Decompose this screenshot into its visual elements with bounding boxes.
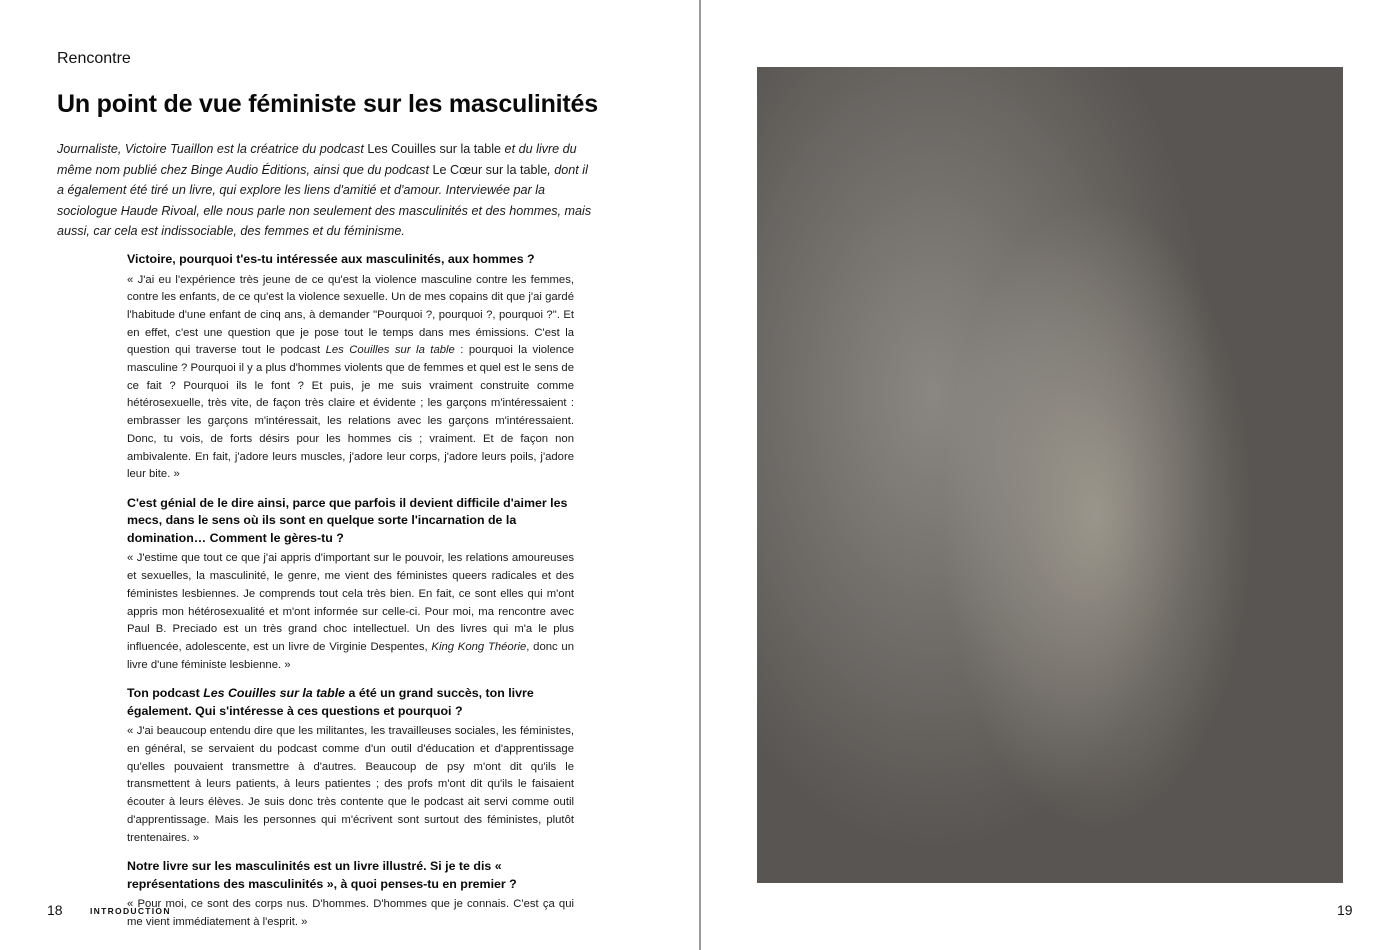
book-spine — [699, 0, 701, 950]
interview-question: Victoire, pourquoi t'es-tu intéressée aux masculinités, aux hommes ? — [127, 252, 535, 266]
answer-text: : pourquoi la violence masculine ? Pourquoi il y a plus d'hommes violents que de femmes et quel est le sens de ce fait ? Pourquoi ils le font ? Et puis, je me suis vraiment construite comme hétérosexuelle, très vite, de façon très claire et évidente ; les garçons m'intéressaient : embrasser les garçons m'intéressait, les relations avec les garçons m'intéressaient. Donc, tu vois, de forts désirs pour les hommes cis ; vraiment. Et de façon non ambivalente. En fait, j'adore leurs muscles, j'adore leur corps, j'adore leurs poils, j'adore leur bite. » — [127, 344, 575, 481]
black-and-white-photograph — [757, 67, 1343, 883]
intro-text: Journaliste, Victoire Tuaillon est la créatrice du podcast — [57, 142, 368, 156]
section-kicker: Rencontre — [57, 50, 131, 67]
answer-text: , donc un livre d'une féministe lesbienne. » — [127, 640, 574, 671]
question-italic: Les Couilles sur la table — [203, 686, 346, 701]
page-number-right: 19 — [1337, 902, 1353, 918]
answer-italic: King Kong Théorie — [431, 640, 527, 653]
answer-text: « J'ai eu l'expérience très jeune de ce qu'est la violence masculine contre les femmes, contre les enfants, de ce qu'est la violence sexuelle. Un de mes copains dit que j'ai gardé l'habitude d'une enfant de cinq ans, à demander "Pourquoi ?, pourquoi ?, pourquoi ?". Et en effet, c'est une question que je pose tout le temps dans mes émissions. C'est la question qui traverse tout le podcast — [127, 273, 574, 357]
answer-text: « J'estime que tout ce que j'ai appris d'important sur le pouvoir, les relations amoureuses et sexuelles, la masculinité, le genre, me vient des féministes queers radicales et des féministes lesbiennes. Je comprends tout cela très bien. En fait, ce sont elles qui m'ont appris mon hétérosexualité et m'ont informée sur celle-ci. Pour moi, ma rencontre avec Paul B. Preciado est un très grand choc intellectuel. Un des livres qui m'a le plus influencée, adolescente, est un livre de Virginie Despentes, — [127, 552, 574, 653]
interview-answer — [127, 272, 574, 484]
article-title: Un point de vue féministe sur les masculinités — [57, 90, 598, 118]
interview-answer: « J'ai beaucoup entendu dire que les militantes, les travailleuses sociales, les féministes, en général, se servaient du podcast comme d'un outil d'éducation et d'apprentissage qu'elles pouvaient transmettre à d'autres. Beaucoup de psy m'ont dit qu'ils le transmettent à leurs patients, à leurs patientes ; des profs m'ont dit qu'ils le faisaient écouter à leurs élèves. Je suis donc très contente que le podcast ait servi comme outil d'apprentissage. Mais les personnes qui m'écrivent sont surtout des féministes, plutôt trentenaires. » — [127, 725, 574, 844]
intro-paragraph — [57, 139, 592, 242]
interview-question: Notre livre sur les masculinités est un livre illustré. Si je te dis « représentations des masculinités », à quoi penses-tu en premier ? — [127, 859, 517, 891]
intro-podcast-title: Le Cœur sur la table — [432, 162, 548, 177]
page-number-left: 18 — [47, 902, 63, 918]
interview-question: C'est génial de le dire ainsi, parce que parfois il devient difficile d'aimer les mecs, dans le sens où ils sont en quelque sorte l'incarnation de la domination… Comment le gères-tu ? — [127, 495, 568, 545]
intro-podcast-title: Les Couilles sur la table — [367, 142, 502, 156]
interview-body — [127, 251, 574, 943]
question-text: a été un grand succès, ton livre également. Qui s'intéresse à ces questions et pourquoi ? — [127, 686, 534, 718]
interview-answer — [127, 550, 574, 674]
interview-question — [127, 685, 574, 720]
intro-text: , dont il a également été tiré un livre, qui explore les liens d'amitié et d'amour. Interviewée par la sociologue Haude Rivoal, elle nous parle non seulement des masculinités et des hommes, mais aussi, car cela est indissociable, des femmes et du féminisme. — [57, 162, 592, 238]
interview-answer: « Pour moi, ce sont des corps nus. D'hommes. D'hommes que je connais. C'est ça qui me vient immédiatement à l'esprit. » — [127, 898, 574, 928]
intro-text: et du livre du même nom publié chez Binge Audio Éditions, ainsi que du podcast — [57, 142, 577, 177]
answer-italic: Les Couilles sur la table — [325, 344, 455, 357]
question-text: Ton podcast — [127, 686, 204, 701]
running-head: INTRODUCTION — [90, 906, 171, 916]
